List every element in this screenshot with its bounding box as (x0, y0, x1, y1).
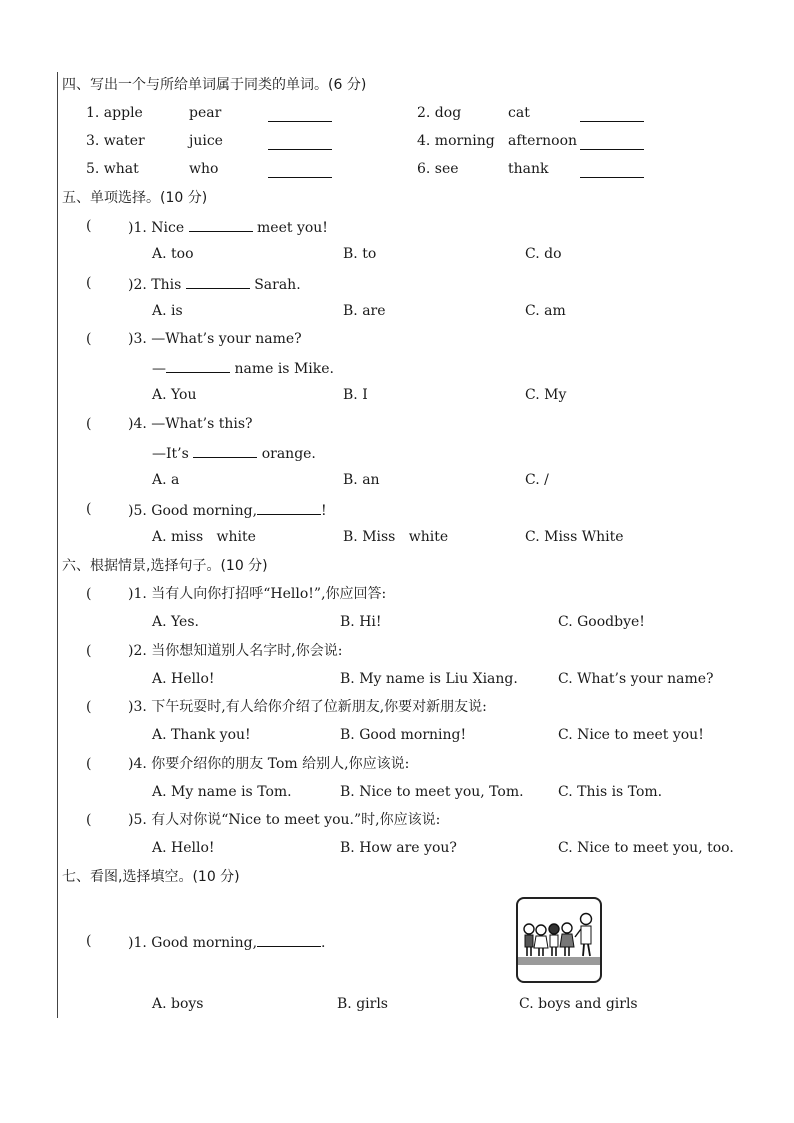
option-b: B. Hi! (340, 614, 382, 630)
question-text: —It’s orange. (152, 443, 316, 463)
question-text: )1. Good morning, . (128, 932, 326, 952)
given-word: pear (189, 105, 222, 121)
option-b: B. an (343, 472, 380, 488)
question-text: )2. This Sarah. (128, 274, 301, 294)
word-item: 3. water (86, 133, 145, 149)
question-text: )5. Good morning, ! (128, 500, 327, 520)
answer-paren[interactable]: ( (86, 643, 92, 659)
margin-rule (57, 72, 58, 1018)
question-text: )1. Nice meet you! (128, 217, 328, 237)
answer-blank[interactable] (189, 217, 253, 232)
option-b: B. I (343, 387, 368, 403)
option-a: A. miss white (152, 529, 256, 545)
option-b: B. girls (337, 996, 388, 1012)
children-and-teacher-illustration (518, 899, 600, 981)
answer-blank[interactable] (257, 500, 321, 515)
option-c: C. Nice to meet you! (558, 727, 704, 743)
answer-paren[interactable]: ( (86, 756, 92, 772)
answer-blank[interactable] (580, 121, 644, 122)
question-text: )3. —What’s your name? (128, 331, 302, 347)
question-text: )2. 当你想知道别人名字时,你会说: (128, 643, 343, 659)
children-greeting-picture (516, 897, 602, 983)
answer-blank[interactable] (268, 177, 332, 178)
given-word: juice (189, 133, 223, 149)
answer-blank[interactable] (268, 121, 332, 122)
option-c: C. Nice to meet you, too. (558, 840, 734, 856)
option-a: A. Yes. (152, 614, 199, 630)
option-c: C. Goodbye! (558, 614, 645, 630)
option-b: B. Miss white (343, 529, 449, 545)
answer-paren[interactable]: ( (86, 218, 92, 234)
question-text: )1. 当有人向你打招呼“Hello!”,你应回答: (128, 586, 387, 602)
option-a: A. You (152, 387, 197, 403)
option-c: C. Miss White (525, 529, 624, 545)
option-c: C. This is Tom. (558, 784, 663, 800)
option-a: A. Hello! (152, 840, 215, 856)
answer-paren[interactable]: ( (86, 933, 92, 949)
option-b: B. are (343, 303, 386, 319)
answer-blank[interactable] (580, 177, 644, 178)
option-b: B. How are you? (340, 840, 457, 856)
answer-blank[interactable] (268, 149, 332, 150)
option-c: C. am (525, 303, 566, 319)
option-a: A. Hello! (152, 671, 215, 687)
section-7-title: 七、看图,选择填空。(10 分) (62, 869, 240, 885)
section-5-title: 五、单项选择。(10 分) (62, 190, 208, 206)
answer-paren[interactable]: ( (86, 416, 92, 432)
given-word: afternoon (508, 133, 578, 149)
answer-paren[interactable]: ( (86, 331, 92, 347)
section-4-title: 四、写出一个与所给单词属于同类的单词。(6 分) (62, 77, 367, 93)
option-a: A. My name is Tom. (152, 784, 292, 800)
answer-blank[interactable] (257, 932, 321, 947)
answer-blank[interactable] (186, 274, 250, 289)
option-b: B. to (343, 246, 377, 262)
question-text: — name is Mike. (152, 358, 334, 378)
option-a: A. Thank you! (152, 727, 251, 743)
given-word: cat (508, 105, 530, 121)
word-item: 2. dog (417, 105, 462, 121)
option-a: A. boys (152, 996, 204, 1012)
word-item: 6. see (417, 161, 459, 177)
given-word: who (189, 161, 219, 177)
answer-paren[interactable]: ( (86, 699, 92, 715)
option-c: C. boys and girls (519, 996, 638, 1012)
section-6-title: 六、根据情景,选择句子。(10 分) (62, 558, 268, 574)
answer-paren[interactable]: ( (86, 501, 92, 517)
option-a: A. is (152, 303, 183, 319)
answer-paren[interactable]: ( (86, 586, 92, 602)
option-c: C. do (525, 246, 562, 262)
option-c: C. My (525, 387, 567, 403)
question-text: )4. 你要介绍你的朋友 Tom 给别人,你应该说: (128, 756, 410, 772)
word-item: 5. what (86, 161, 139, 177)
question-text: )4. —What’s this? (128, 416, 253, 432)
option-b: B. My name is Liu Xiang. (340, 671, 518, 687)
option-a: A. a (152, 472, 180, 488)
option-b: B. Nice to meet you, Tom. (340, 784, 524, 800)
option-a: A. too (152, 246, 194, 262)
given-word: thank (508, 161, 549, 177)
word-item: 1. apple (86, 105, 143, 121)
option-c: C. What’s your name? (558, 671, 714, 687)
answer-paren[interactable]: ( (86, 275, 92, 291)
question-text: )3. 下午玩耍时,有人给你介绍了位新朋友,你要对新朋友说: (128, 699, 487, 715)
answer-blank[interactable] (580, 149, 644, 150)
answer-blank[interactable] (166, 358, 230, 373)
answer-blank[interactable] (193, 443, 257, 458)
option-b: B. Good morning! (340, 727, 467, 743)
question-text: )5. 有人对你说“Nice to meet you.”时,你应该说: (128, 812, 441, 828)
option-c: C. / (525, 472, 549, 488)
answer-paren[interactable]: ( (86, 812, 92, 828)
word-item: 4. morning (417, 133, 495, 149)
